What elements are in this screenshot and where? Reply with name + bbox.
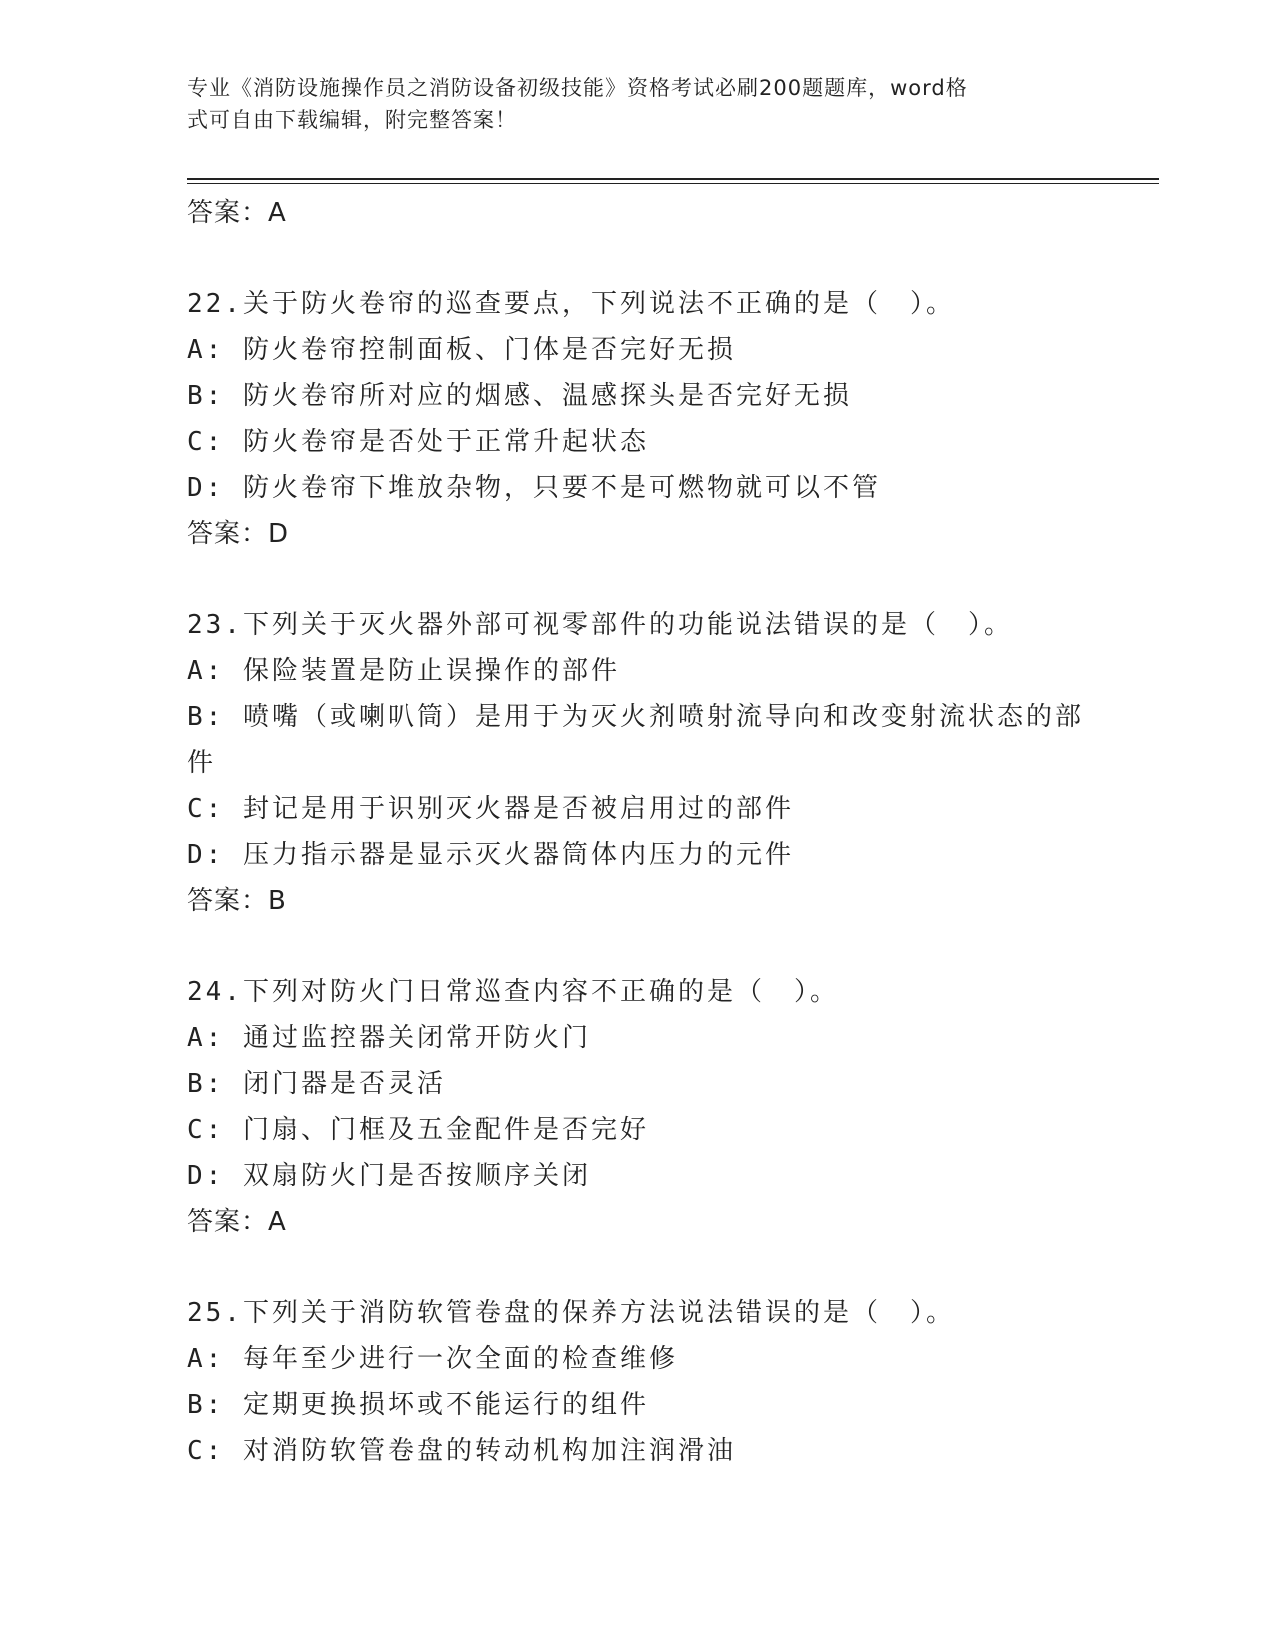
option-key: A: <box>187 1023 225 1053</box>
option-text: 防火卷帘控制面板、门体是否完好无损 <box>242 335 736 365</box>
header-line-2: 式可自由下载编辑，附完整答案！ <box>187 108 517 132</box>
option-b <box>187 1061 1087 1107</box>
option-c <box>187 1107 1087 1153</box>
option-text: 每年至少进行一次全面的检查维修 <box>242 1344 678 1374</box>
answer-value: D <box>268 519 290 549</box>
option-text: 封记是用于识别灭火器是否被启用过的部件 <box>242 794 794 824</box>
option-key: C: <box>187 794 225 824</box>
answer-value: A <box>268 198 287 228</box>
option-text: 保险装置是防止误操作的部件 <box>242 656 620 686</box>
option-text: 防火卷帘是否处于正常升起状态 <box>242 427 649 457</box>
option-key: B: <box>187 1390 225 1420</box>
option-key: D: <box>187 1161 225 1191</box>
option-b <box>187 694 1087 786</box>
option-text: 通过监控器关闭常开防火门 <box>242 1023 591 1053</box>
option-key: D: <box>187 840 225 870</box>
answer-line <box>187 190 1087 236</box>
answer-value: B <box>268 886 287 916</box>
option-d <box>187 1153 1087 1199</box>
option-key: C: <box>187 427 225 457</box>
option-text: 压力指示器是显示灭火器筒体内压力的元件 <box>242 840 794 870</box>
option-a <box>187 1336 1087 1382</box>
option-text: 喷嘴（或喇叭筒）是用于为灭火剂喷射流导向和改变射流状态的部 <box>242 702 1084 732</box>
page-header <box>187 72 1087 136</box>
answer-value: A <box>268 1207 287 1237</box>
option-key: B: <box>187 381 225 411</box>
option-a <box>187 1015 1087 1061</box>
option-key: D: <box>187 473 225 503</box>
question-25 <box>187 1290 1087 1474</box>
option-b <box>187 1382 1087 1428</box>
answer-line <box>187 878 1087 924</box>
answer-label: 答案： <box>187 1207 269 1237</box>
document-body <box>187 190 1087 1474</box>
header-rule-thick <box>187 178 1159 180</box>
option-d <box>187 465 1087 511</box>
option-d <box>187 832 1087 878</box>
option-text-continuation: 件 <box>187 748 217 778</box>
spacer <box>187 1245 1087 1290</box>
option-key: B: <box>187 1069 225 1099</box>
option-a <box>187 648 1087 694</box>
answer-line <box>187 1199 1087 1245</box>
answer-label: 答案： <box>187 886 269 916</box>
question-22 <box>187 281 1087 511</box>
option-key: A: <box>187 656 225 686</box>
question-23 <box>187 602 1087 878</box>
option-text: 双扇防火门是否按顺序关闭 <box>242 1161 591 1191</box>
header-rule-thin <box>187 183 1159 184</box>
option-key: A: <box>187 335 225 365</box>
option-key: C: <box>187 1115 225 1145</box>
question-24 <box>187 969 1087 1199</box>
question-stem: 23.下列关于灭火器外部可视零部件的功能说法错误的是（ ）。 <box>187 610 1013 640</box>
question-stem: 25.下列关于消防软管卷盘的保养方法说法错误的是（ ）。 <box>187 1298 955 1328</box>
option-text: 定期更换损坏或不能运行的组件 <box>242 1390 649 1420</box>
question-stem: 22.关于防火卷帘的巡查要点，下列说法不正确的是（ ）。 <box>187 289 955 319</box>
option-c <box>187 1428 1087 1474</box>
option-text: 防火卷帘所对应的烟感、温感探头是否完好无损 <box>242 381 852 411</box>
option-text: 防火卷帘下堆放杂物，只要不是可燃物就可以不管 <box>242 473 881 503</box>
spacer <box>187 236 1087 281</box>
option-a <box>187 327 1087 373</box>
option-c <box>187 419 1087 465</box>
header-line-1: 专业《消防设施操作员之消防设备初级技能》资格考试必刷200题题库，word格 <box>187 76 968 100</box>
answer-line <box>187 511 1087 557</box>
spacer <box>187 924 1087 969</box>
option-text: 对消防软管卷盘的转动机构加注润滑油 <box>242 1436 736 1466</box>
question-stem: 24.下列对防火门日常巡查内容不正确的是（ ）。 <box>187 977 839 1007</box>
option-text: 闭门器是否灵活 <box>242 1069 446 1099</box>
option-c <box>187 786 1087 832</box>
option-key: B: <box>187 702 225 732</box>
answer-label: 答案： <box>187 198 269 228</box>
option-b <box>187 373 1087 419</box>
option-key: C: <box>187 1436 225 1466</box>
answer-label: 答案： <box>187 519 269 549</box>
spacer <box>187 557 1087 602</box>
option-text: 门扇、门框及五金配件是否完好 <box>242 1115 649 1145</box>
option-key: A: <box>187 1344 225 1374</box>
